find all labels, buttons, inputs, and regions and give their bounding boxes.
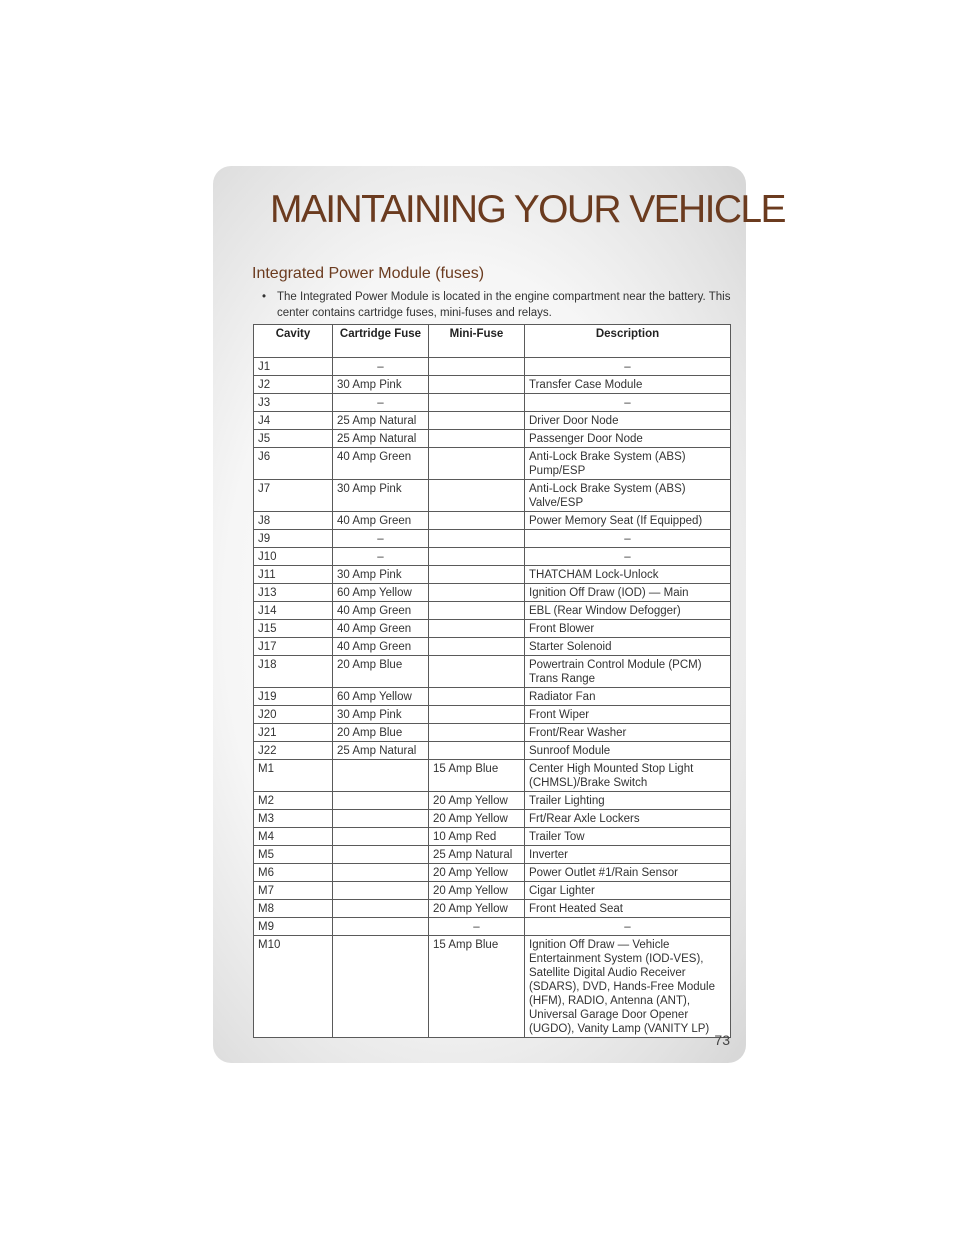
page-number: 73 <box>714 1032 730 1048</box>
mini-fuse-cell <box>429 638 525 656</box>
cavity-cell: M7 <box>254 882 333 900</box>
cartridge-fuse-cell: 25 Amp Natural <box>333 742 429 760</box>
table-row <box>254 602 731 620</box>
cavity-cell: J17 <box>254 638 333 656</box>
description-cell: Frt/Rear Axle Lockers <box>525 810 731 828</box>
table-row <box>254 358 731 376</box>
cavity-cell: M10 <box>254 936 333 1038</box>
mini-fuse-cell <box>429 548 525 566</box>
table-row <box>254 656 731 688</box>
mini-fuse-cell: 10 Amp Red <box>429 828 525 846</box>
description-cell: Front Wiper <box>525 706 731 724</box>
cavity-cell: J19 <box>254 688 333 706</box>
description-cell: Center High Mounted Stop Light (CHMSL)/Brake Switch <box>525 760 731 792</box>
description-cell: – <box>525 530 731 548</box>
cavity-cell: J6 <box>254 448 333 480</box>
description-cell: Power Memory Seat (If Equipped) <box>525 512 731 530</box>
table-row <box>254 792 731 810</box>
cavity-cell: M3 <box>254 810 333 828</box>
fuse-table <box>253 324 731 1038</box>
description-cell: Passenger Door Node <box>525 430 731 448</box>
description-cell: Starter Solenoid <box>525 638 731 656</box>
mini-fuse-cell <box>429 512 525 530</box>
cavity-cell: J10 <box>254 548 333 566</box>
description-cell: Radiator Fan <box>525 688 731 706</box>
mini-fuse-cell <box>429 530 525 548</box>
cavity-cell: J9 <box>254 530 333 548</box>
cartridge-fuse-cell <box>333 936 429 1038</box>
table-row <box>254 584 731 602</box>
cavity-cell: J7 <box>254 480 333 512</box>
cavity-cell: J1 <box>254 358 333 376</box>
table-row <box>254 376 731 394</box>
table-row <box>254 412 731 430</box>
table-row <box>254 394 731 412</box>
table-row <box>254 864 731 882</box>
description-cell: Driver Door Node <box>525 412 731 430</box>
description-cell: Front Heated Seat <box>525 900 731 918</box>
cavity-cell: M9 <box>254 918 333 936</box>
description-cell: Power Outlet #1/Rain Sensor <box>525 864 731 882</box>
mini-fuse-cell: 25 Amp Natural <box>429 846 525 864</box>
cartridge-fuse-cell <box>333 864 429 882</box>
cartridge-fuse-cell: 20 Amp Blue <box>333 724 429 742</box>
header-mini-fuse: Mini-Fuse <box>429 325 525 358</box>
description-cell: Front Blower <box>525 620 731 638</box>
description-cell: Anti-Lock Brake System (ABS) Pump/ESP <box>525 448 731 480</box>
table-header-row <box>254 325 731 358</box>
cavity-cell: J14 <box>254 602 333 620</box>
cartridge-fuse-cell: 40 Amp Green <box>333 638 429 656</box>
cavity-cell: J3 <box>254 394 333 412</box>
mini-fuse-cell: 20 Amp Yellow <box>429 900 525 918</box>
description-cell: Trailer Tow <box>525 828 731 846</box>
cartridge-fuse-cell: 20 Amp Blue <box>333 656 429 688</box>
section-title: MAINTAINING YOUR VEHICLE <box>270 188 785 231</box>
cavity-cell: J15 <box>254 620 333 638</box>
cavity-cell: J20 <box>254 706 333 724</box>
cartridge-fuse-cell: – <box>333 394 429 412</box>
description-cell: Ignition Off Draw — Vehicle Entertainment System (IOD-VES), Satellite Digital Audio Receiver (SDARS), DVD, Hands-Free Module (HFM), RADIO, Antenna (ANT), Universal Garage Door Opener (UGDO), Vanity Lamp (VANITY LP) <box>525 936 731 1038</box>
cavity-cell: J11 <box>254 566 333 584</box>
intro-text: The Integrated Power Module is located in the engine compartment near the battery. This center contains cartridge fuses, mini-fuses and relays. <box>277 291 731 319</box>
mini-fuse-cell <box>429 584 525 602</box>
mini-fuse-cell <box>429 412 525 430</box>
mini-fuse-cell <box>429 394 525 412</box>
header-cavity: Cavity <box>254 325 333 358</box>
description-cell: – <box>525 918 731 936</box>
cartridge-fuse-cell: – <box>333 548 429 566</box>
mini-fuse-cell <box>429 742 525 760</box>
description-cell: Inverter <box>525 846 731 864</box>
cavity-cell: J18 <box>254 656 333 688</box>
cartridge-fuse-cell: 30 Amp Pink <box>333 376 429 394</box>
table-row <box>254 706 731 724</box>
table-body <box>254 358 731 1038</box>
table-row <box>254 448 731 480</box>
description-cell: THATCHAM Lock-Unlock <box>525 566 731 584</box>
mini-fuse-cell <box>429 480 525 512</box>
table-row <box>254 742 731 760</box>
table-row <box>254 512 731 530</box>
description-cell: Ignition Off Draw (IOD) — Main <box>525 584 731 602</box>
mini-fuse-cell <box>429 376 525 394</box>
mini-fuse-cell: 15 Amp Blue <box>429 936 525 1038</box>
mini-fuse-cell <box>429 620 525 638</box>
cartridge-fuse-cell: 60 Amp Yellow <box>333 584 429 602</box>
table-row <box>254 810 731 828</box>
mini-fuse-cell <box>429 706 525 724</box>
cavity-cell: J22 <box>254 742 333 760</box>
mini-fuse-cell <box>429 602 525 620</box>
table-row <box>254 548 731 566</box>
mini-fuse-cell: 20 Amp Yellow <box>429 864 525 882</box>
table-row <box>254 900 731 918</box>
cavity-cell: M2 <box>254 792 333 810</box>
description-cell: Anti-Lock Brake System (ABS) Valve/ESP <box>525 480 731 512</box>
mini-fuse-cell <box>429 688 525 706</box>
cavity-cell: M6 <box>254 864 333 882</box>
table-row <box>254 828 731 846</box>
mini-fuse-cell: 20 Amp Yellow <box>429 810 525 828</box>
table-row <box>254 936 731 1038</box>
cartridge-fuse-cell: 40 Amp Green <box>333 448 429 480</box>
cartridge-fuse-cell <box>333 760 429 792</box>
cavity-cell: J13 <box>254 584 333 602</box>
mini-fuse-cell <box>429 724 525 742</box>
cartridge-fuse-cell: 60 Amp Yellow <box>333 688 429 706</box>
subtitle: Integrated Power Module (fuses) <box>252 265 485 282</box>
cartridge-fuse-cell: 30 Amp Pink <box>333 706 429 724</box>
cavity-cell: J21 <box>254 724 333 742</box>
cavity-cell: J8 <box>254 512 333 530</box>
cartridge-fuse-cell <box>333 846 429 864</box>
cartridge-fuse-cell <box>333 828 429 846</box>
header-cartridge-fuse: Cartridge Fuse <box>333 325 429 358</box>
mini-fuse-cell <box>429 430 525 448</box>
cartridge-fuse-cell <box>333 918 429 936</box>
cartridge-fuse-cell <box>333 810 429 828</box>
cartridge-fuse-cell <box>333 792 429 810</box>
table-row <box>254 620 731 638</box>
description-cell: Transfer Case Module <box>525 376 731 394</box>
cartridge-fuse-cell: 25 Amp Natural <box>333 412 429 430</box>
description-cell: – <box>525 548 731 566</box>
cartridge-fuse-cell <box>333 882 429 900</box>
description-cell: Cigar Lighter <box>525 882 731 900</box>
table-row <box>254 724 731 742</box>
description-cell: Front/Rear Washer <box>525 724 731 742</box>
cartridge-fuse-cell: – <box>333 358 429 376</box>
table-row <box>254 882 731 900</box>
header-description: Description <box>525 325 731 358</box>
cavity-cell: J4 <box>254 412 333 430</box>
cartridge-fuse-cell: 25 Amp Natural <box>333 430 429 448</box>
mini-fuse-cell: 15 Amp Blue <box>429 760 525 792</box>
cartridge-fuse-cell: 40 Amp Green <box>333 620 429 638</box>
cavity-cell: M5 <box>254 846 333 864</box>
cartridge-fuse-cell: 30 Amp Pink <box>333 480 429 512</box>
cartridge-fuse-cell <box>333 900 429 918</box>
cavity-cell: M4 <box>254 828 333 846</box>
mini-fuse-cell: – <box>429 918 525 936</box>
table-row <box>254 760 731 792</box>
cavity-cell: J2 <box>254 376 333 394</box>
mini-fuse-cell: 20 Amp Yellow <box>429 882 525 900</box>
intro-paragraph <box>262 289 734 321</box>
mini-fuse-cell: 20 Amp Yellow <box>429 792 525 810</box>
table-row <box>254 566 731 584</box>
mini-fuse-cell <box>429 448 525 480</box>
cartridge-fuse-cell: 40 Amp Green <box>333 602 429 620</box>
mini-fuse-cell <box>429 566 525 584</box>
table-row <box>254 480 731 512</box>
description-cell: Sunroof Module <box>525 742 731 760</box>
table-row <box>254 918 731 936</box>
cartridge-fuse-cell: – <box>333 530 429 548</box>
description-cell: – <box>525 358 731 376</box>
description-cell: Powertrain Control Module (PCM) Trans Range <box>525 656 731 688</box>
description-cell: Trailer Lighting <box>525 792 731 810</box>
description-cell: – <box>525 394 731 412</box>
cartridge-fuse-cell: 30 Amp Pink <box>333 566 429 584</box>
table-row <box>254 530 731 548</box>
table-row <box>254 638 731 656</box>
table-row <box>254 430 731 448</box>
mini-fuse-cell <box>429 656 525 688</box>
cartridge-fuse-cell: 40 Amp Green <box>333 512 429 530</box>
table-row <box>254 688 731 706</box>
description-cell: EBL (Rear Window Defogger) <box>525 602 731 620</box>
cavity-cell: M8 <box>254 900 333 918</box>
bullet-icon: • <box>262 291 267 303</box>
cavity-cell: J5 <box>254 430 333 448</box>
mini-fuse-cell <box>429 358 525 376</box>
table-row <box>254 846 731 864</box>
cavity-cell: M1 <box>254 760 333 792</box>
